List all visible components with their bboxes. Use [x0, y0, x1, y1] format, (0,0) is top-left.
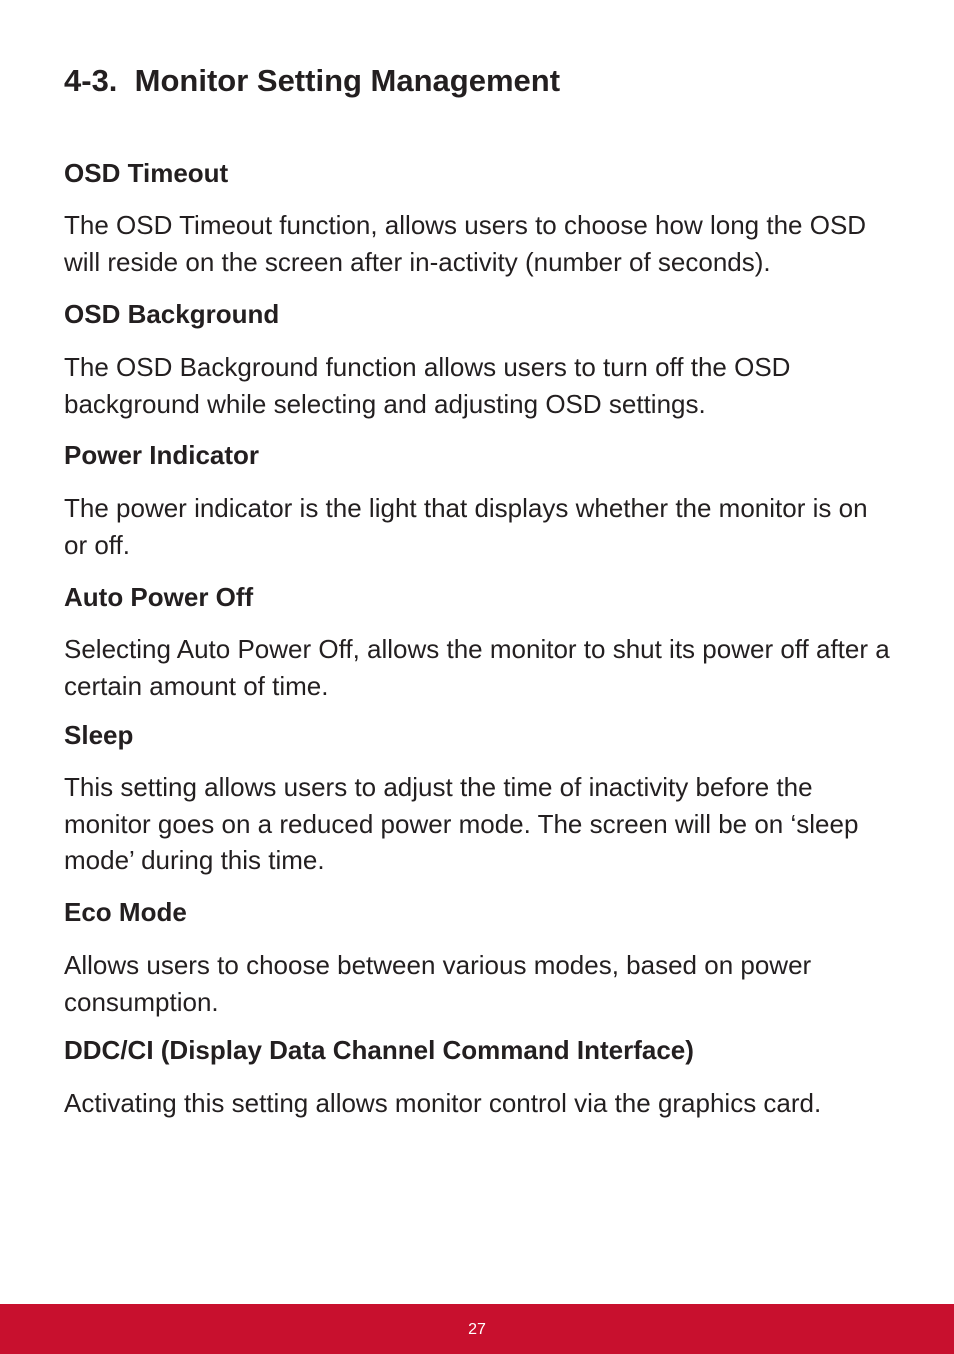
section-body-eco-mode: Allows users to choose between various modes, based on power consumption. — [64, 950, 812, 1017]
section-heading-power-indicator: Power Indicator — [64, 440, 260, 470]
page-title: 4-3. Monitor Setting Management — [64, 63, 561, 98]
section-heading-osd-background: OSD Background — [64, 299, 280, 329]
section-heading-osd-timeout: OSD Timeout — [64, 158, 229, 188]
section-body-sleep: This setting allows users to adjust the time of inactivity before the monitor goes on a reduced power mode. The screen will be on ‘sleep mode’ during this time. — [64, 772, 859, 875]
section-heading-ddc-ci: DDC/CI (Display Data Channel Command Interface) — [64, 1035, 694, 1065]
page-number: 27 — [468, 1321, 486, 1338]
section-body-ddc-ci: Activating this setting allows monitor control via the graphics card. — [64, 1088, 822, 1118]
section-heading-sleep: Sleep — [64, 720, 134, 750]
section-heading-auto-power-off: Auto Power Off — [64, 582, 254, 612]
section-body-power-indicator: The power indicator is the light that displays whether the monitor is on or off. — [64, 493, 868, 560]
section-body-auto-power-off: Selecting Auto Power Off, allows the monitor to shut its power off after a certain amount of time. — [64, 634, 890, 701]
section-body-osd-background: The OSD Background function allows users to turn off the OSD background while selecting and adjusting OSD settings. — [64, 352, 791, 419]
section-heading-eco-mode: Eco Mode — [64, 897, 187, 927]
section-body-osd-timeout: The OSD Timeout function, allows users to choose how long the OSD will reside on the screen after in-activity (number of seconds). — [64, 210, 867, 277]
